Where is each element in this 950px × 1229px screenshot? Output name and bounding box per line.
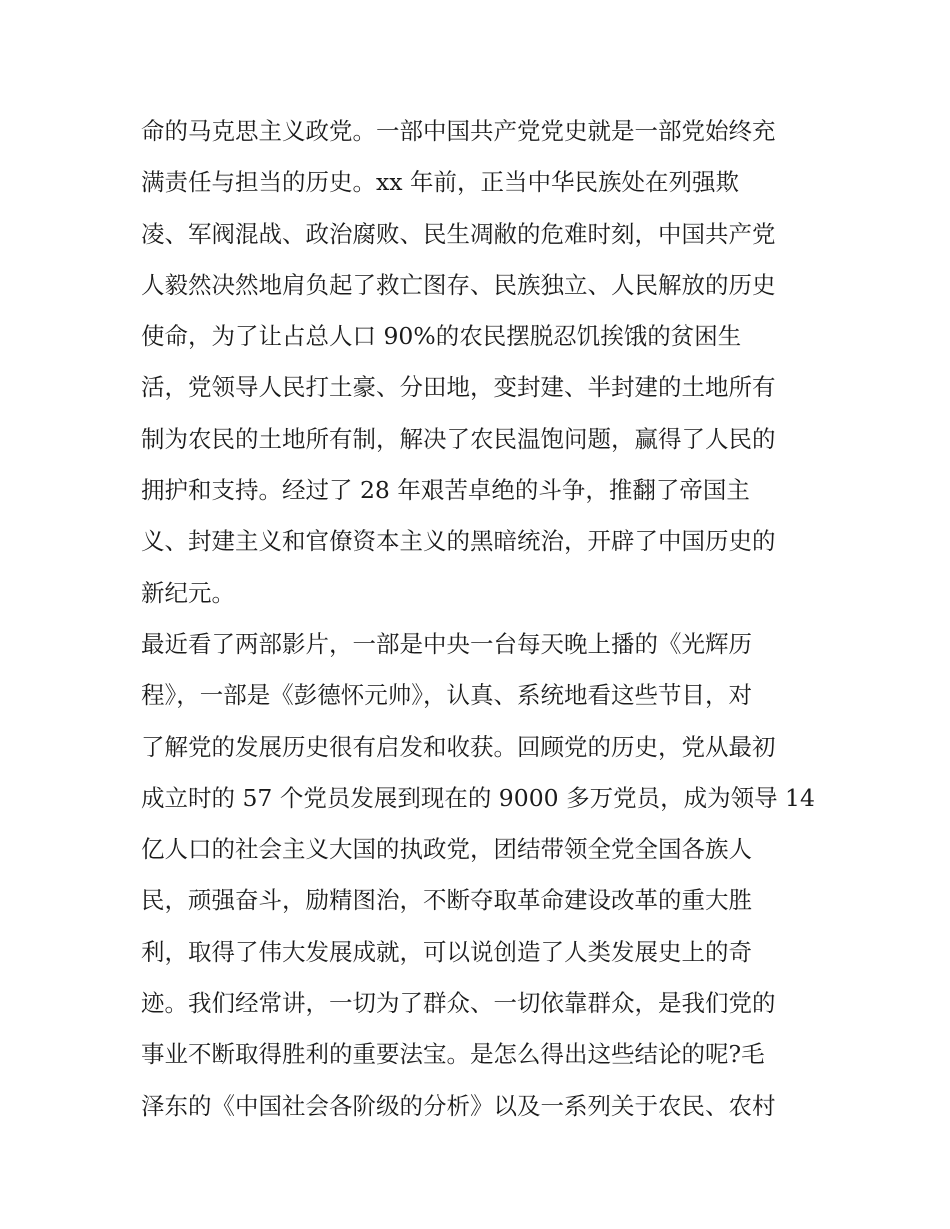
text-line: 新纪元。: [141, 578, 235, 607]
text-line: 凌、军阀混战、政治腐败、民生凋敝的危难时刻，中国共产党: [141, 219, 776, 248]
text-line: 最近看了两部影片，一部是中央一台每天晚上播的《光辉历: [141, 629, 752, 658]
text-line: 满责任与担当的历史。xx 年前，正当中华民族处在列强欺: [141, 168, 739, 197]
text-line: 迹。我们经常讲，一切为了群众、一切依靠群众，是我们党的: [141, 989, 776, 1018]
text-line: 成立时的 57 个党员发展到现在的 9000 多万党员，成为领导 14: [141, 783, 815, 812]
text-line: 命的马克思主义政党。一部中国共产党党史就是一部党始终充: [141, 117, 776, 145]
text-line: 民，顽强奋斗，励精图治，不断夺取革命建设改革的重大胜: [141, 886, 752, 915]
text-line: 使命，为了让占总人口 90%的农民摆脱忍饥挨饿的贫困生: [141, 322, 742, 351]
text-line: 制为农民的土地所有制，解决了农民温饱问题，赢得了人民的: [141, 424, 776, 453]
text-line: 泽东的《中国社会各阶级的分析》以及一系列关于农民、农村: [141, 1091, 776, 1120]
text-line: 拥护和支持。经过了 28 年艰苦卓绝的斗争，推翻了帝国主: [141, 476, 750, 505]
text-line: 义、封建主义和官僚资本主义的黑暗统治，开辟了中国历史的: [141, 527, 776, 556]
text-line: 人毅然决然地肩负起了救亡图存、民族独立、人民解放的历史: [141, 270, 776, 299]
text-line: 了解党的发展历史很有启发和收获。回顾党的历史，党从最初: [141, 732, 776, 761]
text-line: 程》，一部是《彭德怀元帅》，认真、系统地看这些节目，对: [141, 681, 752, 710]
text-line: 活，党领导人民打土豪、分田地，变封建、半封建的土地所有: [141, 373, 776, 402]
text-line: 亿人口的社会主义大国的执政党，团结带领全党全国各族人: [141, 835, 752, 864]
body-text: [141, 106, 821, 1132]
text-line: 利，取得了伟大发展成就，可以说创造了人类发展史上的奇: [141, 937, 752, 966]
text-line: 事业不断取得胜利的重要法宝。是怎么得出这些结论的呢?毛: [141, 1040, 765, 1069]
